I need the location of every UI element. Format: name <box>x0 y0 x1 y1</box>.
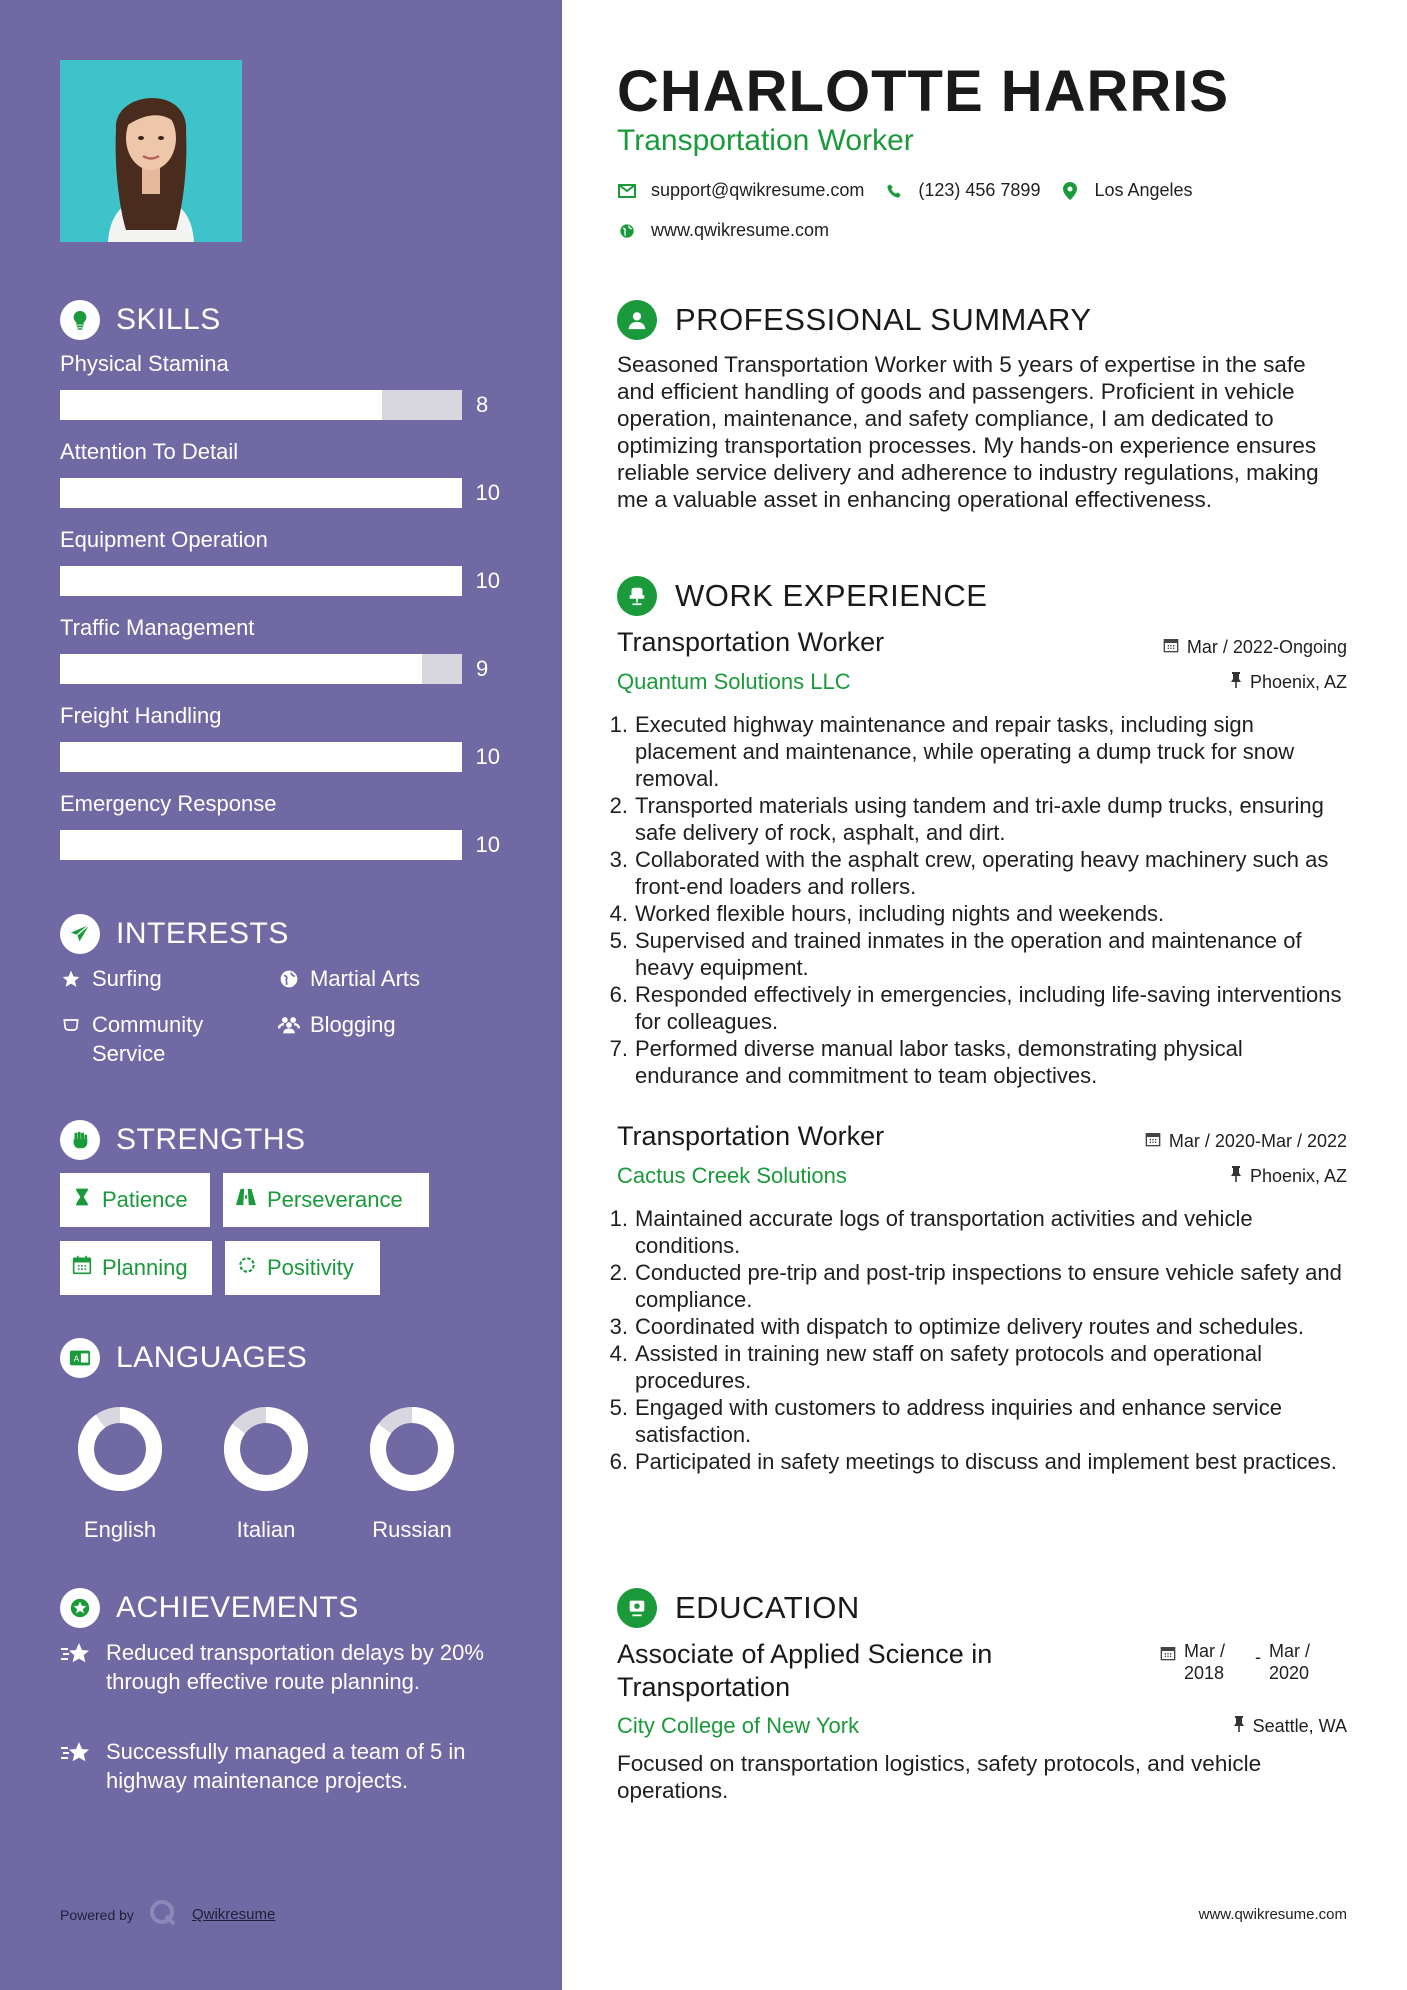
svg-text:A: A <box>73 1354 80 1364</box>
calendar-icon <box>1160 1640 1176 1684</box>
language-item <box>352 1402 472 1543</box>
duty-item <box>608 1394 1348 1448</box>
phone-icon <box>884 183 904 199</box>
graduation-icon <box>617 1588 657 1628</box>
skill-bar-fill <box>60 478 462 508</box>
summary-text: Seasoned Transportation Worker with 5 years of expertise in the safe and efficient handling of goods and passengers. Proficient in vehicle operation, maintenance, and safety compliance, I am dedicated to optimizing transportation processes. My hands-on experience ensures reliable service delivery and adherence to industry regulations, making me a valuable asset in enhancing operational effectiveness. <box>617 352 1319 512</box>
interest-label: Community Service <box>92 1012 204 1066</box>
calendar-icon <box>1145 1131 1161 1152</box>
interests-heading <box>60 914 289 954</box>
duty-text: Performed diverse manual labor tasks, demonstrating physical endurance and commitment to team objectives. <box>635 1036 1243 1088</box>
skill-bar-track <box>60 478 462 508</box>
language-donut <box>60 1402 180 1496</box>
envelope-icon <box>617 184 637 198</box>
skills-heading <box>60 300 221 340</box>
degree-line: Associate of Applied Science in <box>617 1639 993 1669</box>
strengths-heading <box>60 1120 306 1160</box>
duty-item <box>608 792 1348 846</box>
language-donut <box>352 1402 472 1496</box>
job-duties <box>608 711 1348 1089</box>
duty-text: Supervised and trained inmates in the operation and maintenance of heavy equipment. <box>635 928 1302 980</box>
duty-number: 1. <box>609 1206 628 1231</box>
job-location <box>1230 672 1347 693</box>
duty-number: 2. <box>609 793 628 818</box>
contact-email[interactable]: support@qwikresume.com <box>651 180 865 200</box>
skill-bar-track <box>60 742 462 772</box>
skill-value: 9 <box>476 656 489 681</box>
language-level-arc <box>86 1415 154 1483</box>
skill-value: 10 <box>475 744 500 769</box>
duty-text: Collaborated with the asphalt crew, operating heavy machinery such as front-end loaders and rollers. <box>635 847 1329 899</box>
duty-number: 5. <box>609 928 628 953</box>
globe-icon <box>278 964 300 993</box>
strength-badge <box>225 1241 380 1295</box>
duty-number: 3. <box>609 1314 628 1339</box>
skill-bar-track <box>60 830 462 860</box>
duty-item <box>608 1035 1348 1089</box>
experience-heading <box>617 576 987 616</box>
education-location <box>1233 1716 1347 1737</box>
heart-outline-icon <box>60 1010 82 1039</box>
paper-plane-icon <box>60 914 100 954</box>
sidebar <box>0 0 562 1990</box>
duty-text: Worked flexible hours, including nights and weekends. <box>635 901 1165 926</box>
road-icon <box>235 1187 257 1213</box>
languages-title: LANGUAGES <box>116 1341 308 1374</box>
powered-by-label: Powered by <box>60 1906 134 1923</box>
skill-bar-row <box>60 830 500 860</box>
job-duties <box>608 1205 1348 1475</box>
duty-text: Responded effectively in emergencies, including life-saving interventions for colleagues. <box>635 982 1342 1034</box>
duty-item <box>608 900 1348 927</box>
duty-text: Executed highway maintenance and repair tasks, including sign placement and maintenance, while operating a dump truck for snow removal. <box>635 712 1295 791</box>
strength-label: Planning <box>102 1255 188 1280</box>
duty-number: 4. <box>609 901 628 926</box>
language-name: English <box>83 1517 157 1542</box>
interest-label: Surfing <box>92 966 162 991</box>
education-description: Focused on transportation logistics, safety protocols, and vehicle operations. <box>617 1751 1262 1803</box>
website-row <box>617 220 829 241</box>
job-company: Quantum Solutions LLC <box>617 669 851 694</box>
lightbulb-icon <box>60 300 100 340</box>
map-pin-icon <box>1060 182 1080 200</box>
skill-bar-fill <box>60 566 462 596</box>
job-location-text: Phoenix, AZ <box>1249 672 1347 692</box>
skill-bar-fill <box>60 830 462 860</box>
skill-bar-row <box>60 478 500 508</box>
interest-item <box>60 964 162 993</box>
interest-label: Blogging <box>310 1012 396 1037</box>
achievement-text: Reduced transportation delays by 20% through effective route planning. <box>106 1640 484 1694</box>
duty-text: Participated in safety meetings to discuss and implement best practices. <box>635 1449 1337 1474</box>
job-dates-text: Mar / 2022-Ongoing <box>1186 637 1347 657</box>
job-location <box>1230 1166 1347 1187</box>
duty-item <box>608 927 1348 981</box>
date-separator: - <box>1255 1647 1262 1667</box>
experience-title: WORK EXPERIENCE <box>675 578 988 613</box>
summary-title: PROFESSIONAL SUMMARY <box>675 302 1092 337</box>
achievement-text: Successfully managed a team of 5 in highway maintenance projects. <box>106 1739 466 1793</box>
duty-number: 4. <box>609 1341 628 1366</box>
education-heading <box>617 1588 860 1628</box>
interest-item <box>60 1010 240 1068</box>
skills-title: SKILLS <box>116 303 221 336</box>
skill-item <box>60 790 500 860</box>
achievements-title: ACHIEVEMENTS <box>116 1591 359 1624</box>
star-icon <box>60 964 82 993</box>
skill-bar-row <box>60 390 500 420</box>
pushpin-icon <box>1233 1716 1245 1737</box>
duty-number: 5. <box>609 1395 628 1420</box>
skill-bar-row <box>60 654 500 684</box>
skill-bar-row <box>60 566 500 596</box>
summary-heading <box>617 300 1092 340</box>
qwikresume-link[interactable]: Qwikresume <box>191 1906 276 1923</box>
contact-phone[interactable]: (123) 456 7899 <box>918 180 1041 200</box>
strength-label: Patience <box>102 1187 188 1212</box>
skill-bar-track <box>60 566 462 596</box>
skill-item <box>60 350 500 420</box>
pushpin-icon <box>1230 672 1242 693</box>
duty-number: 2. <box>609 1260 628 1285</box>
skill-name: Emergency Response <box>60 791 277 816</box>
skill-name: Traffic Management <box>60 615 255 640</box>
job-role: Transportation Worker <box>617 1121 885 1151</box>
skill-item <box>60 614 500 684</box>
education-location-text: Seattle, WA <box>1252 1716 1347 1736</box>
strength-label: Perseverance <box>267 1187 403 1212</box>
skill-item <box>60 526 500 596</box>
profile-photo <box>60 60 242 242</box>
language-item <box>60 1402 180 1543</box>
star-badge-icon <box>60 1588 100 1628</box>
duty-text: Maintained accurate logs of transportation activities and vehicle conditions. <box>635 1206 1253 1258</box>
powered-by <box>60 1898 275 1931</box>
interests-title: INTERESTS <box>116 917 289 950</box>
language-item <box>206 1402 326 1543</box>
language-name: Italian <box>236 1517 296 1542</box>
duty-number: 1. <box>609 712 628 737</box>
education-title: EDUCATION <box>675 1590 860 1625</box>
contact-website[interactable]: www.qwikresume.com <box>651 220 830 240</box>
skill-value: 10 <box>475 832 500 857</box>
duty-item <box>608 1448 1348 1475</box>
duty-text: Transported materials using tandem and tri-axle dump trucks, ensuring safe delivery of rock, asphalt, and dirt. <box>635 793 1324 845</box>
duty-number: 6. <box>609 1449 628 1474</box>
language-icon <box>60 1338 100 1378</box>
date-year: 2020 <box>1269 1663 1310 1683</box>
duty-text: Engaged with customers to address inquiries and enhance service satisfaction. <box>635 1395 1282 1447</box>
job-dates <box>1163 637 1347 658</box>
job-location-text: Phoenix, AZ <box>1249 1166 1347 1186</box>
skill-bar-track <box>60 654 462 684</box>
date-month: Mar / <box>1269 1641 1311 1661</box>
achievement-item <box>60 1638 520 1696</box>
briefcase-chair-icon <box>617 576 657 616</box>
sparkle-star-icon <box>60 1638 94 1667</box>
job-dates-text: Mar / 2020-Mar / 2022 <box>1168 1131 1347 1151</box>
duty-item <box>608 1205 1348 1259</box>
skill-value: 10 <box>475 568 500 593</box>
duty-item <box>608 711 1348 792</box>
job-role: Transportation Worker <box>617 627 885 657</box>
skill-bar-track <box>60 390 462 420</box>
duty-number: 7. <box>609 1036 628 1061</box>
strength-badge <box>223 1173 429 1227</box>
contact-row <box>617 180 1193 201</box>
duty-text: Conducted pre-trip and post-trip inspections to ensure vehicle safety and compliance. <box>635 1260 1342 1312</box>
skill-bar-fill <box>60 390 382 420</box>
duty-text: Coordinated with dispatch to optimize delivery routes and schedules. <box>635 1314 1304 1339</box>
contact-location: Los Angeles <box>1094 180 1193 200</box>
candidate-name: CHARLOTTE HARRIS <box>617 59 1230 124</box>
duty-item <box>608 981 1348 1035</box>
job-dates <box>1145 1131 1347 1152</box>
skill-value: 8 <box>476 392 489 417</box>
skill-name: Freight Handling <box>60 703 222 728</box>
skill-item <box>60 438 500 508</box>
strength-badge <box>60 1241 212 1295</box>
footer-url[interactable]: www.qwikresume.com <box>1198 1906 1347 1923</box>
globe-icon <box>617 223 637 239</box>
skill-bar-fill <box>60 654 422 684</box>
date-year: 2018 <box>1184 1663 1225 1683</box>
job-company: Cactus Creek Solutions <box>617 1163 847 1188</box>
interest-item <box>278 1010 396 1039</box>
duty-item <box>608 1313 1348 1340</box>
strength-label: Positivity <box>267 1255 354 1280</box>
user-icon <box>617 300 657 340</box>
duty-item <box>608 846 1348 900</box>
education-end <box>1269 1640 1310 1684</box>
skill-bar-row <box>60 742 500 772</box>
candidate-title: Transportation Worker <box>617 124 914 157</box>
school-name: City College of New York <box>617 1713 860 1738</box>
circle-notch-icon <box>237 1255 257 1281</box>
qwikresume-logo-icon <box>148 1898 178 1931</box>
calendar-icon <box>72 1255 92 1281</box>
language-name: Russian <box>372 1517 452 1542</box>
language-donut <box>206 1402 326 1496</box>
duty-number: 6. <box>609 982 628 1007</box>
education-start <box>1184 1640 1225 1684</box>
date-month: Mar / <box>1184 1641 1226 1661</box>
duty-item <box>608 1259 1348 1313</box>
achievements-heading <box>60 1588 359 1628</box>
skill-value: 10 <box>475 480 500 505</box>
duty-number: 3. <box>609 847 628 872</box>
pushpin-icon <box>1230 1166 1242 1187</box>
interest-label: Martial Arts <box>310 966 421 991</box>
duty-item <box>608 1340 1348 1394</box>
calendar-icon <box>1163 637 1179 658</box>
skill-bar-fill <box>60 742 462 772</box>
interest-item <box>278 964 420 993</box>
fist-icon <box>60 1120 100 1160</box>
skill-name: Physical Stamina <box>60 351 229 376</box>
skill-name: Attention To Detail <box>60 439 239 464</box>
degree-title <box>617 1638 992 1704</box>
sparkle-star-icon <box>60 1737 94 1766</box>
achievement-item <box>60 1737 520 1795</box>
education-dates <box>1160 1640 1310 1684</box>
strengths-title: STRENGTHS <box>116 1123 306 1156</box>
skill-name: Equipment Operation <box>60 527 268 552</box>
users-icon <box>278 1010 300 1039</box>
strength-badge <box>60 1173 210 1227</box>
languages-heading <box>60 1338 307 1378</box>
duty-text: Assisted in training new staff on safety protocols and operational procedures. <box>635 1341 1262 1393</box>
hourglass-icon <box>72 1187 92 1213</box>
degree-line: Transportation <box>617 1672 791 1702</box>
skill-item <box>60 702 500 772</box>
